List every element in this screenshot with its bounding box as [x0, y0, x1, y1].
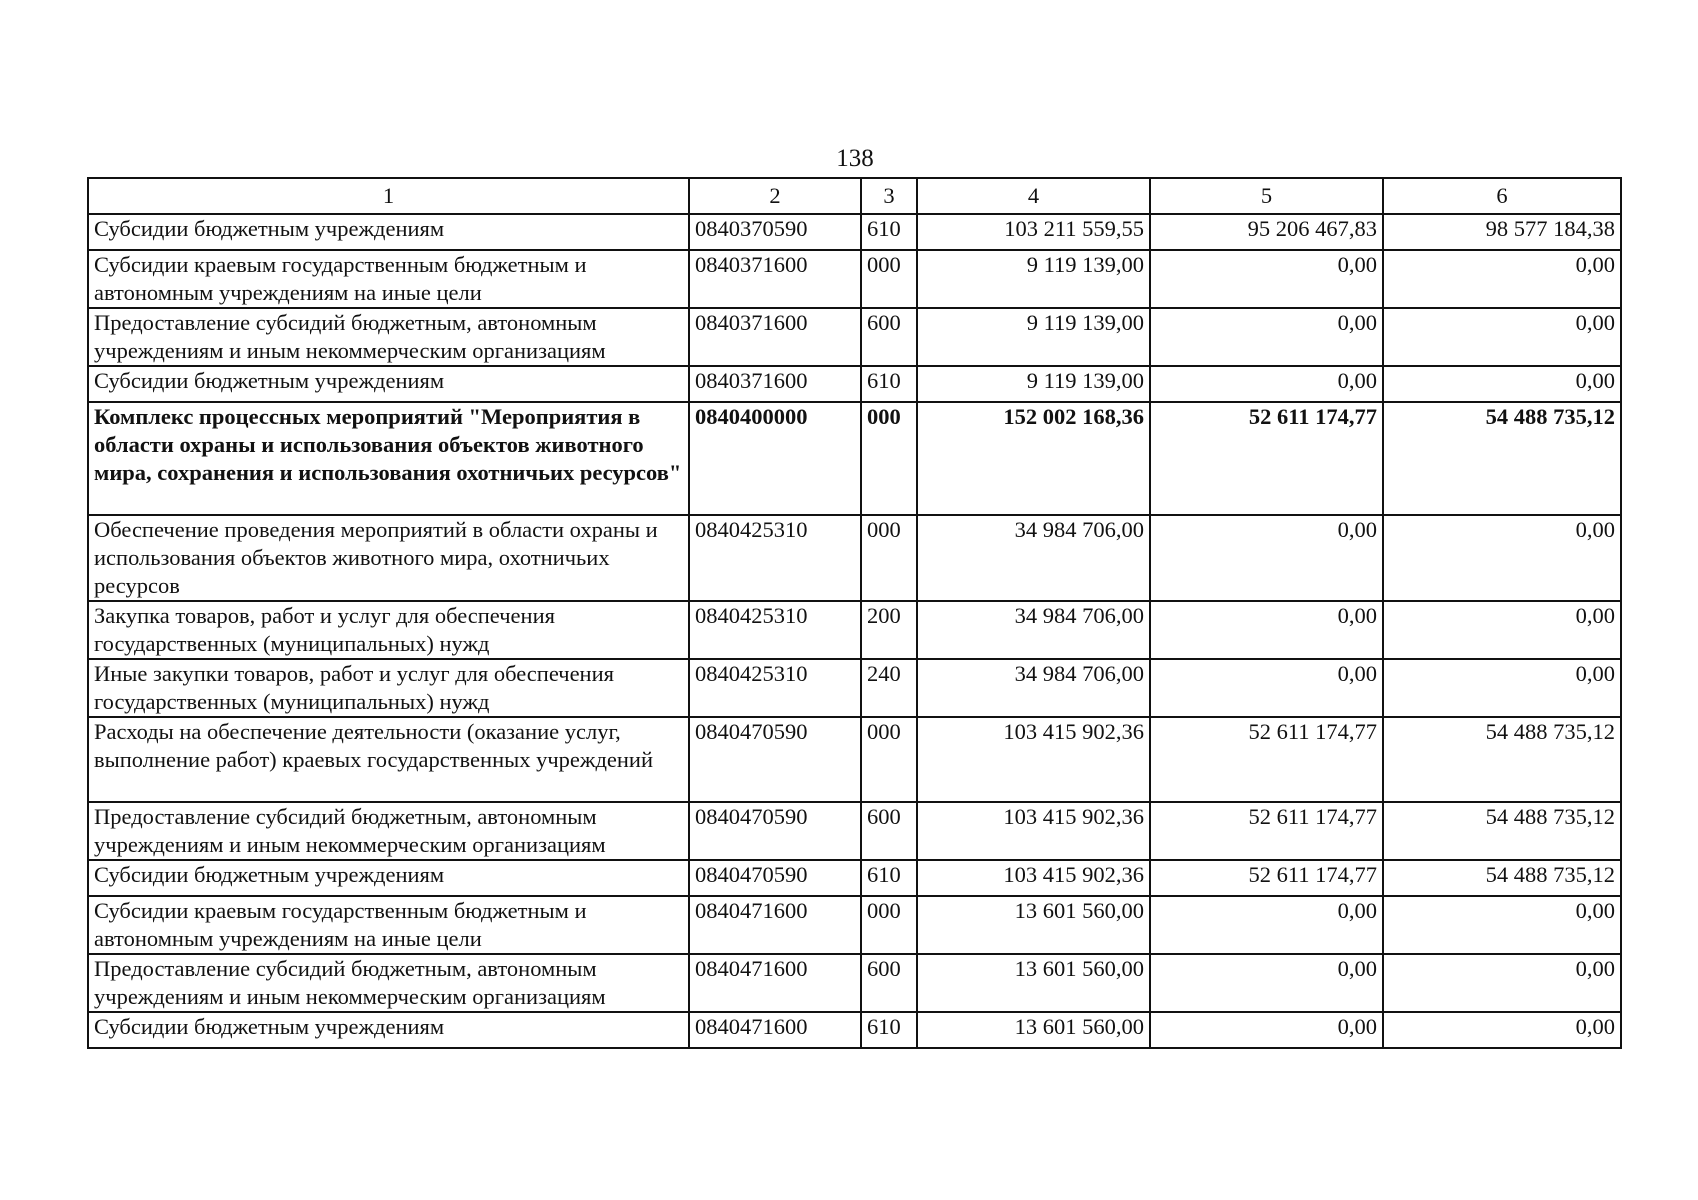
row-code: 0840371600	[689, 308, 861, 366]
row-amount-year2: 95 206 467,83	[1150, 214, 1383, 250]
row-amount-year2: 52 611 174,77	[1150, 402, 1383, 515]
row-amount-year2: 52 611 174,77	[1150, 860, 1383, 896]
row-amount-year3: 0,00	[1383, 954, 1621, 1012]
row-vr: 610	[861, 1012, 917, 1048]
row-name: Иные закупки товаров, работ и услуг для обеспечения государственных (муниципальных) нужд	[88, 659, 689, 717]
row-name: Субсидии бюджетным учреждениям	[88, 214, 689, 250]
row-name: Предоставление субсидий бюджетным, автономным учреждениям и иным некоммерческим организациям	[88, 308, 689, 366]
row-name: Обеспечение проведения мероприятий в области охраны и использования объектов животного мира, охотничьих ресурсов	[88, 515, 689, 601]
row-amount-year1: 13 601 560,00	[917, 896, 1150, 954]
row-vr: 000	[861, 515, 917, 601]
row-vr: 610	[861, 860, 917, 896]
row-amount-year3: 0,00	[1383, 601, 1621, 659]
table-row-section	[88, 402, 1621, 515]
row-code: 0840425310	[689, 601, 861, 659]
budget-table	[87, 177, 1622, 1049]
row-amount-year2: 52 611 174,77	[1150, 802, 1383, 860]
header-col-3: 3	[861, 178, 917, 214]
row-amount-year2: 0,00	[1150, 308, 1383, 366]
row-amount-year3: 54 488 735,12	[1383, 402, 1621, 515]
row-amount-year2: 0,00	[1150, 515, 1383, 601]
table-row	[88, 214, 1621, 250]
row-amount-year1: 103 415 902,36	[917, 860, 1150, 896]
row-code: 0840471600	[689, 1012, 861, 1048]
row-amount-year1: 103 415 902,36	[917, 717, 1150, 802]
row-amount-year3: 54 488 735,12	[1383, 802, 1621, 860]
row-vr: 600	[861, 308, 917, 366]
table-row	[88, 366, 1621, 402]
row-amount-year3: 54 488 735,12	[1383, 717, 1621, 802]
row-name: Субсидии бюджетным учреждениям	[88, 1012, 689, 1048]
row-code: 0840400000	[689, 402, 861, 515]
row-code: 0840470590	[689, 802, 861, 860]
header-col-1: 1	[88, 178, 689, 214]
table-row	[88, 250, 1621, 308]
row-amount-year1: 13 601 560,00	[917, 1012, 1150, 1048]
header-row	[88, 178, 1621, 214]
table-row	[88, 802, 1621, 860]
table-row	[88, 717, 1621, 802]
row-amount-year3: 0,00	[1383, 366, 1621, 402]
row-amount-year3: 0,00	[1383, 250, 1621, 308]
row-amount-year1: 34 984 706,00	[917, 601, 1150, 659]
row-vr: 600	[861, 954, 917, 1012]
row-amount-year3: 0,00	[1383, 515, 1621, 601]
row-amount-year1: 9 119 139,00	[917, 366, 1150, 402]
row-name: Субсидии краевым государственным бюджетным и автономным учреждениям на иные цели	[88, 250, 689, 308]
row-amount-year2: 0,00	[1150, 1012, 1383, 1048]
row-amount-year1: 103 211 559,55	[917, 214, 1150, 250]
row-amount-year3: 98 577 184,38	[1383, 214, 1621, 250]
row-amount-year1: 34 984 706,00	[917, 659, 1150, 717]
row-amount-year2: 52 611 174,77	[1150, 717, 1383, 802]
row-code: 0840371600	[689, 366, 861, 402]
row-amount-year2: 0,00	[1150, 659, 1383, 717]
row-amount-year1: 103 415 902,36	[917, 802, 1150, 860]
row-vr: 610	[861, 214, 917, 250]
row-code: 0840425310	[689, 659, 861, 717]
row-name: Предоставление субсидий бюджетным, автономным учреждениям и иным некоммерческим организациям	[88, 802, 689, 860]
row-amount-year3: 54 488 735,12	[1383, 860, 1621, 896]
row-name: Закупка товаров, работ и услуг для обеспечения государственных (муниципальных) нужд	[88, 601, 689, 659]
table-row	[88, 601, 1621, 659]
table-row	[88, 1012, 1621, 1048]
row-amount-year2: 0,00	[1150, 366, 1383, 402]
row-vr: 240	[861, 659, 917, 717]
row-vr: 000	[861, 250, 917, 308]
table-row	[88, 515, 1621, 601]
row-code: 0840471600	[689, 954, 861, 1012]
row-amount-year2: 0,00	[1150, 954, 1383, 1012]
row-code: 0840371600	[689, 250, 861, 308]
row-amount-year2: 0,00	[1150, 601, 1383, 659]
table-row	[88, 954, 1621, 1012]
row-code: 0840470590	[689, 717, 861, 802]
row-name: Предоставление субсидий бюджетным, автономным учреждениям и иным некоммерческим организациям	[88, 954, 689, 1012]
row-amount-year2: 0,00	[1150, 896, 1383, 954]
row-amount-year3: 0,00	[1383, 1012, 1621, 1048]
header-col-4: 4	[917, 178, 1150, 214]
row-vr: 000	[861, 717, 917, 802]
table-row	[88, 896, 1621, 954]
header-col-5: 5	[1150, 178, 1383, 214]
header-col-6: 6	[1383, 178, 1621, 214]
table-row	[88, 860, 1621, 896]
row-code: 0840470590	[689, 860, 861, 896]
row-amount-year1: 152 002 168,36	[917, 402, 1150, 515]
row-code: 0840471600	[689, 896, 861, 954]
header-col-2: 2	[689, 178, 861, 214]
row-code: 0840425310	[689, 515, 861, 601]
row-amount-year1: 9 119 139,00	[917, 308, 1150, 366]
row-vr: 000	[861, 896, 917, 954]
row-amount-year3: 0,00	[1383, 896, 1621, 954]
row-vr: 610	[861, 366, 917, 402]
row-code: 0840370590	[689, 214, 861, 250]
page-number: 138	[836, 145, 874, 172]
row-name: Расходы на обеспечение деятельности (оказание услуг, выполнение работ) краевых государственных учреждений	[88, 717, 689, 802]
row-name: Субсидии краевым государственным бюджетным и автономным учреждениям на иные цели	[88, 896, 689, 954]
row-amount-year1: 34 984 706,00	[917, 515, 1150, 601]
row-name: Субсидии бюджетным учреждениям	[88, 366, 689, 402]
row-vr: 000	[861, 402, 917, 515]
row-vr: 600	[861, 802, 917, 860]
row-name: Комплекс процессных мероприятий "Мероприятия в области охраны и использования объектов животного мира, сохранения и использования охотничьих ресурсов"	[88, 402, 689, 515]
row-amount-year3: 0,00	[1383, 308, 1621, 366]
table-row	[88, 659, 1621, 717]
row-name: Субсидии бюджетным учреждениям	[88, 860, 689, 896]
table-row	[88, 308, 1621, 366]
row-amount-year1: 9 119 139,00	[917, 250, 1150, 308]
row-amount-year1: 13 601 560,00	[917, 954, 1150, 1012]
row-amount-year2: 0,00	[1150, 250, 1383, 308]
row-vr: 200	[861, 601, 917, 659]
row-amount-year3: 0,00	[1383, 659, 1621, 717]
